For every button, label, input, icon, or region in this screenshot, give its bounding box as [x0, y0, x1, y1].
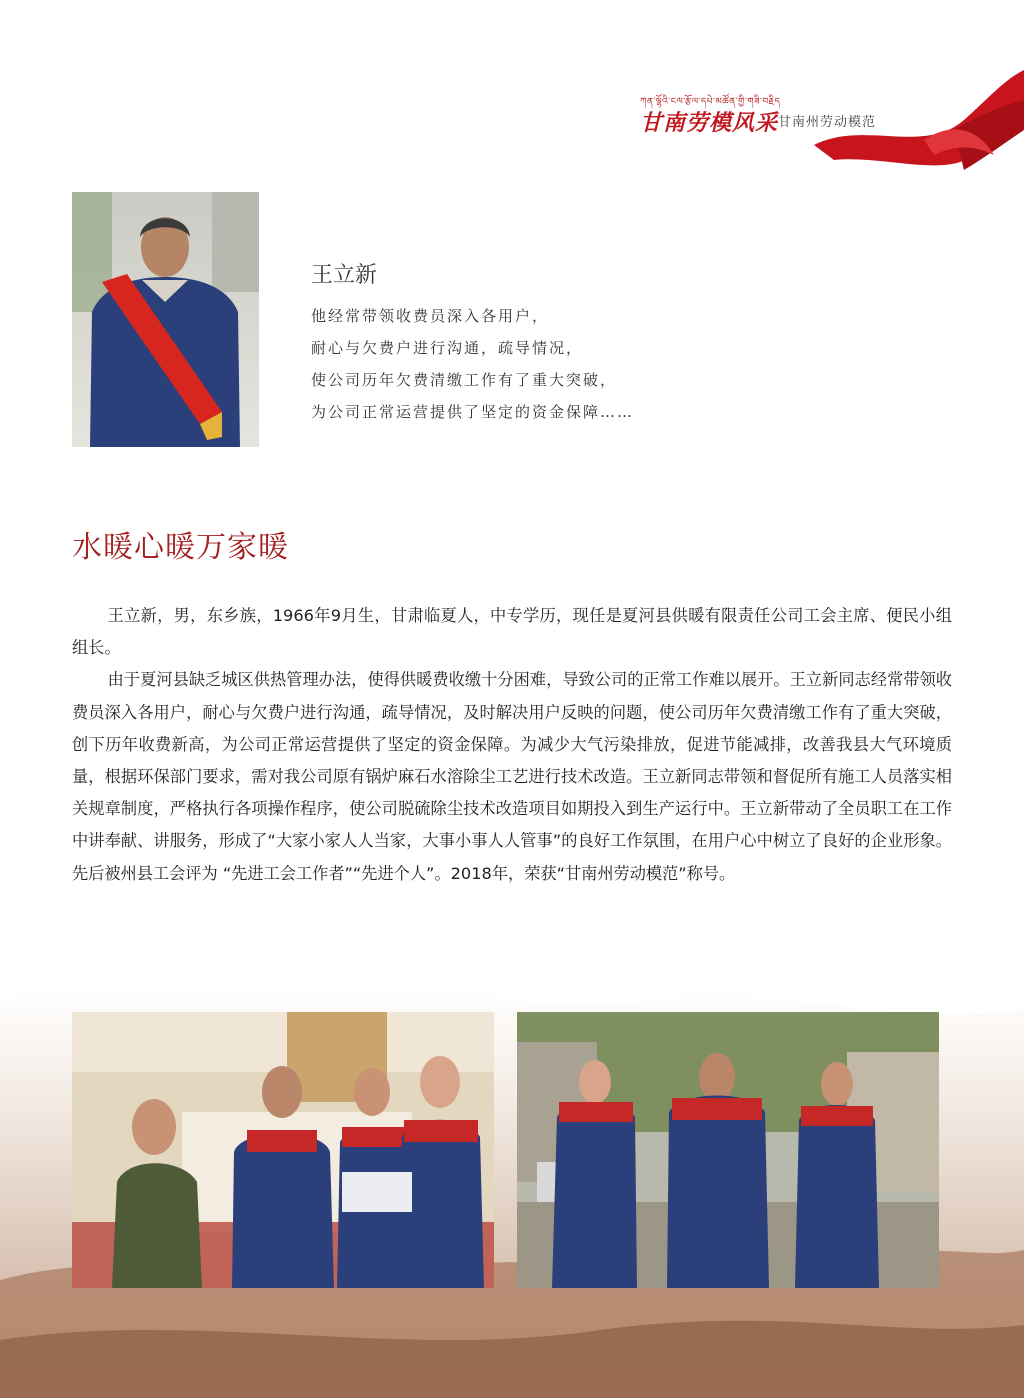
intro-line: 他经常带领收费员深入各用户，: [311, 307, 550, 325]
intro-line: 耐心与欠费户进行沟通，疏导情况，: [311, 339, 584, 357]
intro-line: 为公司正常运营提供了坚定的资金保障……: [311, 403, 635, 421]
article-title: 水暖心暖万家暖: [72, 530, 289, 565]
activity-photo-street: [517, 1012, 939, 1288]
profile-name: 王立新: [311, 263, 378, 288]
article-paragraph: 王立新，男，东乡族，1966年9月生，甘肃临夏人，中专学历，现任是夏河县供暖有限责任公司工会主席、便民小组组长。: [72, 606, 952, 658]
portrait-photo: [72, 192, 259, 447]
article-body: [72, 600, 952, 890]
article-paragraph: 由于夏河县缺乏城区供热管理办法，使得供暖费收缴十分困难，导致公司的正常工作难以展开。王立新同志经常带领收费员深入各用户，耐心与欠费户进行沟通，疏导情况，及时解决用户反映的问题，使公司历年欠费清缴工作有了重大突破，创下历年收费新高，为公司正常运营提供了坚定的资金保障。为减少大气污染排放，促进节能减排，改善我县大气环境质量，根据环保部门要求，需对我公司原有锅炉麻石水溶除尘工艺进行技术改造。王立新同志带领和督促所有施工人员落实相关规章制度，严格执行各项操作程序，使公司脱硫除尘技术改造项目如期投入到生产运行中。王立新带动了全员职工在工作中讲奉献、讲服务，形成了“大家小家人人当家，大事小事人人管事”的良好工作氛围，在用户心中树立了良好的企业形象。先后被州县工会评为 “先进工会工作者”“先进个人”。2018年，荣获“甘南州劳动模范”称号。: [72, 670, 952, 883]
activity-photo-indoor: [72, 1012, 494, 1288]
brand-title: 甘南劳模风采: [640, 111, 779, 136]
brand-subtitle: 甘南州劳动模范: [778, 115, 877, 130]
tibetan-header-line: ཀན་ལྷོའི་ངལ་རྩོལ་དཔེ་མཚོན་གྱི་གཟི་བརྗིད: [640, 97, 781, 107]
profile-intro: [311, 300, 634, 428]
intro-line: 使公司历年欠费清缴工作有了重大突破，: [311, 371, 618, 389]
